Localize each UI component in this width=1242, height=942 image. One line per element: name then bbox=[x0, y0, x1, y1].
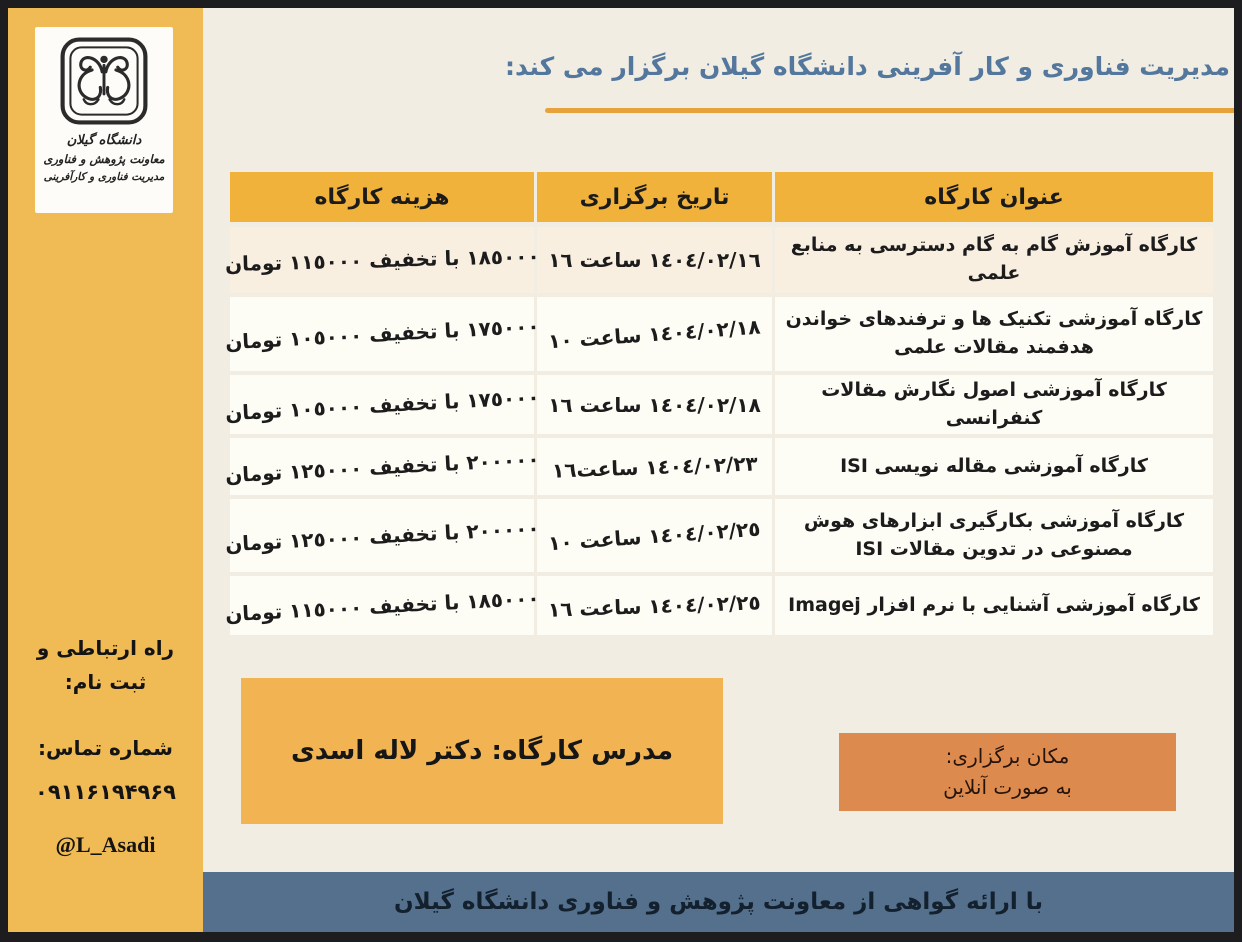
university-logo-emblem-icon bbox=[58, 35, 150, 127]
table-row bbox=[224, 375, 1213, 434]
workshop-date: ١٤٠٤/٠٢/١٦ ساعت ١٦ bbox=[548, 248, 761, 272]
workshop-cost-cell bbox=[224, 297, 540, 371]
workshop-cost-cell bbox=[224, 576, 540, 635]
telegram-handle: @L_Asadi bbox=[55, 832, 156, 857]
title-underline bbox=[545, 108, 1234, 113]
contact-section bbox=[8, 636, 203, 858]
workshop-cost: ١٧٥٠٠٠ با تخفیف ١٠٥٠٠٠ تومان bbox=[224, 384, 540, 425]
table-row bbox=[224, 438, 1213, 495]
logo-text-vice-chancellery: معاونت پژوهش و فناوری bbox=[43, 152, 165, 167]
venue-label: مکان برگزاری: bbox=[945, 744, 1070, 768]
main-area bbox=[203, 8, 1234, 932]
header-date: تاریخ برگزاری bbox=[537, 172, 772, 222]
table-row bbox=[224, 227, 1213, 293]
venue-value: به صورت آنلاین bbox=[943, 775, 1072, 799]
poster bbox=[8, 8, 1234, 932]
workshop-date-cell bbox=[537, 375, 772, 434]
workshop-title-cell bbox=[775, 499, 1213, 572]
workshop-date-cell bbox=[537, 438, 772, 495]
workshop-title: کارگاه آموزشی مقاله نویسی ISI bbox=[840, 454, 1148, 477]
workshop-title-cell bbox=[775, 227, 1213, 293]
workshop-cost-cell bbox=[224, 438, 540, 495]
phone-label: شماره تماس: bbox=[38, 736, 173, 760]
workshop-title-cell bbox=[775, 576, 1213, 635]
workshops-table bbox=[224, 172, 1213, 639]
workshop-date: ١٤٠٤/٠٢/٢٣ ساعت١٦ bbox=[551, 450, 758, 483]
workshop-date-cell bbox=[537, 499, 772, 572]
venue-box bbox=[839, 733, 1176, 811]
table-row bbox=[224, 576, 1213, 635]
workshop-cost: ١٧٥٠٠٠ با تخفیف ١٠٥٠٠٠ تومان bbox=[224, 313, 540, 355]
workshop-title: کارگاه آموزشی تکنیک ها و ترفندهای خواندن هدفمند مقالات علمی bbox=[785, 308, 1203, 358]
sidebar bbox=[8, 8, 203, 932]
phone-number: ۰۹۱۱۶۱۹۴۹۶۹ bbox=[35, 780, 176, 804]
workshop-title: کارگاه آموزش گام به گام دسترسی به منابع علمی bbox=[790, 234, 1198, 284]
certificate-footer-bar bbox=[203, 872, 1234, 932]
header-cost: هزینه کارگاه bbox=[230, 172, 534, 222]
workshop-title: کارگاه آموزشی بکارگیری ابزارهای هوش مصنوعی در تدوین مقالات ISI bbox=[803, 509, 1185, 560]
table-row bbox=[224, 297, 1213, 371]
contact-heading-line2: ثبت نام: bbox=[64, 670, 147, 694]
workshop-cost: ٢٠٠٠٠٠ با تخفیف ١٢٥٠٠٠ تومان bbox=[224, 446, 540, 487]
instructor-label: مدرس کارگاه: دکتر لاله اسدی bbox=[290, 736, 674, 766]
workshop-title: کارگاه آموزشی آشنایی با نرم افزار Imagej bbox=[788, 593, 1200, 616]
logo-text-management: مدیریت فناوری و کارآفرینی bbox=[43, 170, 165, 183]
workshop-date: ١٤٠٤/٠٢/١٨ ساعت ١٦ bbox=[548, 392, 761, 417]
header-workshop-title: عنوان کارگاه bbox=[775, 172, 1213, 222]
workshop-date-cell bbox=[537, 297, 772, 371]
workshop-title-cell bbox=[775, 375, 1213, 434]
table-row bbox=[224, 499, 1213, 572]
page-title: مدیریت فناوری و کار آفرینی دانشگاه گیلان برگزار می کند: bbox=[505, 52, 1230, 81]
workshop-cost-cell bbox=[224, 375, 540, 434]
contact-heading-line1: راه ارتباطی و bbox=[36, 636, 175, 660]
workshop-title-cell bbox=[775, 438, 1213, 495]
workshop-title: کارگاه آموزشی اصول نگارش مقالات کنفرانسی bbox=[821, 378, 1167, 429]
workshop-date: ١٤٠٤/٠٢/١٨ ساعت ١٠ bbox=[547, 314, 762, 354]
table-header-row bbox=[230, 172, 1213, 222]
workshop-cost: ١٨٥٠٠٠ با تخفیف ١١٥٠٠٠ تومان bbox=[224, 585, 540, 626]
workshop-cost-cell bbox=[224, 499, 540, 572]
workshop-cost: ١٨٥٠٠٠ با تخفیف ١١٥٠٠٠ تومان bbox=[224, 243, 540, 277]
workshop-date: ١٤٠٤/٠٢/٢٥ ساعت ١٠ bbox=[547, 516, 762, 555]
workshop-date: ١٤٠٤/٠٢/٢٥ ساعت ١٦ bbox=[547, 589, 762, 622]
workshop-cost-cell bbox=[224, 227, 540, 293]
workshop-date-cell bbox=[537, 576, 772, 635]
instructor-box bbox=[241, 678, 723, 824]
university-logo-card bbox=[35, 27, 173, 213]
certificate-note: با ارائه گواهی از معاونت پژوهش و فناوری دانشگاه گیلان bbox=[394, 889, 1043, 915]
logo-text-university: دانشگاه گیلان bbox=[66, 133, 142, 148]
workshop-date-cell bbox=[537, 227, 772, 293]
workshop-cost: ٢٠٠٠٠٠ با تخفیف ١٢٥٠٠٠ تومان bbox=[224, 515, 540, 556]
workshop-title-cell bbox=[775, 297, 1213, 371]
